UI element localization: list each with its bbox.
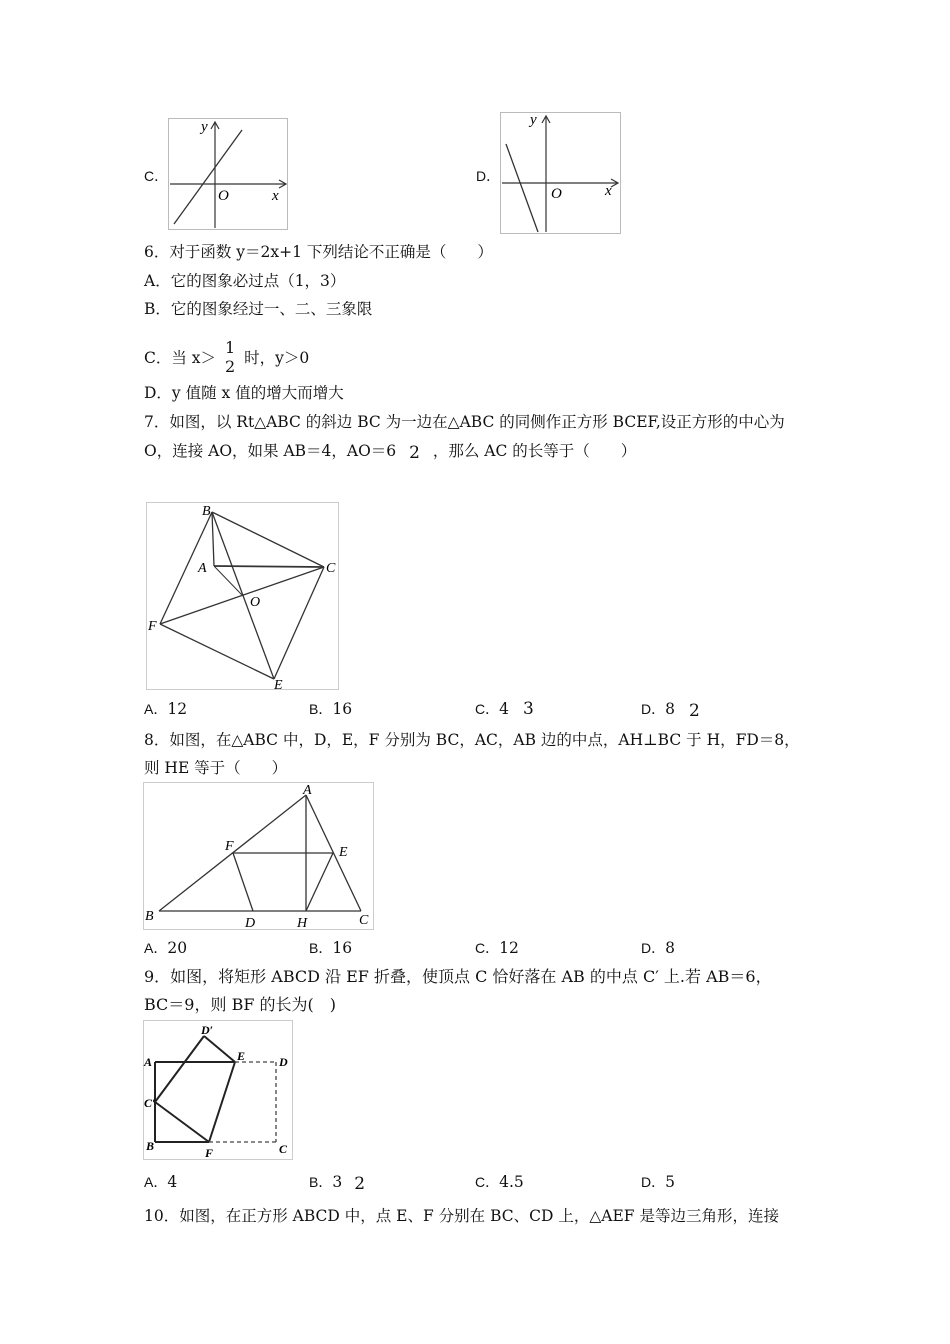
q6-c-prefix: C．当 x＞ xyxy=(144,349,217,367)
q8-d-label: D． xyxy=(641,940,666,956)
q8-a-value: 20 xyxy=(167,939,188,957)
q7-label-a: A xyxy=(198,561,207,576)
q8-label-a: A xyxy=(303,783,312,798)
q5-option-c-label: C． xyxy=(144,168,169,184)
q9-d-value: 5 xyxy=(665,1173,675,1191)
q7-label-o: O xyxy=(250,595,261,610)
q5c-x-label: x xyxy=(272,188,279,204)
q6-option-b: B．它的图象经过一、二、三象限 xyxy=(144,300,373,318)
q9-b-label: B． xyxy=(309,1174,333,1190)
q8-label-e: E xyxy=(339,845,348,860)
q9-label-c: C xyxy=(279,1142,288,1156)
q5d-origin-label: O xyxy=(551,186,562,202)
q8-option-a xyxy=(144,938,187,958)
q7-b-label: B． xyxy=(309,701,333,717)
q7-a-label: A． xyxy=(144,701,168,717)
q8-figure xyxy=(143,782,375,932)
q6-c-numerator: 1 xyxy=(224,338,236,357)
q8-b-value: 16 xyxy=(332,939,353,957)
q7-c-value: 4 xyxy=(499,700,509,718)
q9-label-d-prime: D′ xyxy=(201,1023,214,1037)
q9-option-c xyxy=(475,1172,524,1192)
q8-label-b: B xyxy=(145,909,154,924)
q7-figure xyxy=(146,502,340,692)
q8-b-label: B． xyxy=(309,940,333,956)
q8-c-value: 12 xyxy=(499,939,519,957)
q7-option-b xyxy=(309,699,352,719)
q7-option-d xyxy=(641,699,700,719)
q9-label-b: B xyxy=(146,1139,155,1153)
q5d-y-label: y xyxy=(530,112,537,128)
q9-b-radical: 2 xyxy=(354,1174,366,1194)
q8-option-c xyxy=(475,938,519,958)
q9-b-value: 3 xyxy=(332,1173,343,1191)
q7-c-radical: 3 xyxy=(523,699,534,719)
q7-label-b: B xyxy=(202,504,211,519)
q7-stem-line1: 7．如图，以 Rt△ABC 的斜边 BC 为一边在△ABC 的同侧作正方形 BCEF,设正方形的中心为 xyxy=(144,413,785,431)
q7-c-label: C． xyxy=(475,701,500,717)
q5c-y-label: y xyxy=(201,119,208,135)
q9-c-label: C． xyxy=(475,1174,500,1190)
q6-option-a: A．它的图象必过点（1，3） xyxy=(144,272,346,290)
q7-stem-prefix: O，连接 AO，如果 AB＝4，AO＝6 xyxy=(144,442,397,460)
q7-label-e: E xyxy=(274,678,283,692)
q10-stem: 10．如图，在正方形 ABCD 中，点 E、F 分别在 BC、CD 上，△AEF 是等边三角形，连接 xyxy=(144,1207,779,1225)
q8-label-h: H xyxy=(297,916,308,931)
q5d-x-label: x xyxy=(605,183,612,199)
q8-c-label: C． xyxy=(475,940,500,956)
q9-label-c-prime: C′ xyxy=(144,1096,156,1110)
q8-d-value: 8 xyxy=(665,939,675,957)
q7-label-c: C xyxy=(326,561,336,576)
q7-stem-radical: 2 xyxy=(409,443,420,463)
q9-stem-line2: BC＝9，则 BF 的长为( ) xyxy=(144,995,336,1014)
q6-option-d: D．y 值随 x 值的增大而增大 xyxy=(144,384,344,402)
q8-label-c: C xyxy=(359,913,369,928)
q7-d-label: D． xyxy=(641,701,666,717)
q8-a-label: A． xyxy=(144,940,168,956)
q8-stem-line1: 8．如图，在△ABC 中，D，E，F 分别为 BC，AC，AB 边的中点，AH⊥BC 于 H，FD＝8， xyxy=(144,731,800,749)
q9-stem-line1: 9．如图，将矩形 ABCD 沿 EF 折叠，使顶点 C 恰好落在 AB 的中点 C′ 上.若 AB＝6， xyxy=(144,967,772,986)
q7-label-f: F xyxy=(148,619,157,634)
q6-c-fraction xyxy=(225,338,235,376)
q9-a-value: 4 xyxy=(167,1173,178,1191)
q5-option-c-graph xyxy=(168,118,290,230)
q5-option-d-label: D． xyxy=(476,168,501,184)
q8-stem-line2: 则 HE 等于（ ） xyxy=(144,759,288,777)
q7-d-radical: 2 xyxy=(689,701,700,721)
q6-c-denominator: 2 xyxy=(224,357,236,376)
q9-label-f: F xyxy=(205,1146,214,1160)
q9-label-d: D xyxy=(279,1055,288,1069)
q8-label-f: F xyxy=(225,839,234,854)
q9-a-label: A． xyxy=(144,1174,168,1190)
q7-stem-suffix: ，那么 AC 的长等于（ ） xyxy=(432,442,637,460)
q6-stem: 6．对于函数 y＝2x+1 下列结论不正确是（ ） xyxy=(144,243,493,261)
q9-figure xyxy=(143,1020,295,1162)
q8-option-b xyxy=(309,938,352,958)
q6-option-c xyxy=(144,340,309,378)
q7-option-a xyxy=(144,699,187,719)
q9-label-e: E xyxy=(237,1049,246,1063)
q7-d-value: 8 xyxy=(665,700,675,718)
q7-a-value: 12 xyxy=(167,700,188,718)
q5-option-d-graph xyxy=(500,112,622,234)
q9-d-label: D． xyxy=(641,1174,666,1190)
q9-label-a: A xyxy=(144,1055,153,1069)
q9-option-b xyxy=(309,1172,365,1192)
q7-option-c xyxy=(475,699,534,719)
q9-option-a xyxy=(144,1172,177,1192)
q7-stem-line2 xyxy=(144,441,636,461)
q5c-origin-label: O xyxy=(218,188,229,204)
q7-b-value: 16 xyxy=(332,700,353,718)
q6-c-suffix: 时，y＞0 xyxy=(244,349,310,367)
q9-c-value: 4.5 xyxy=(499,1173,524,1191)
q8-label-d: D xyxy=(245,916,256,931)
q9-option-d xyxy=(641,1172,675,1192)
q8-option-d xyxy=(641,938,675,958)
